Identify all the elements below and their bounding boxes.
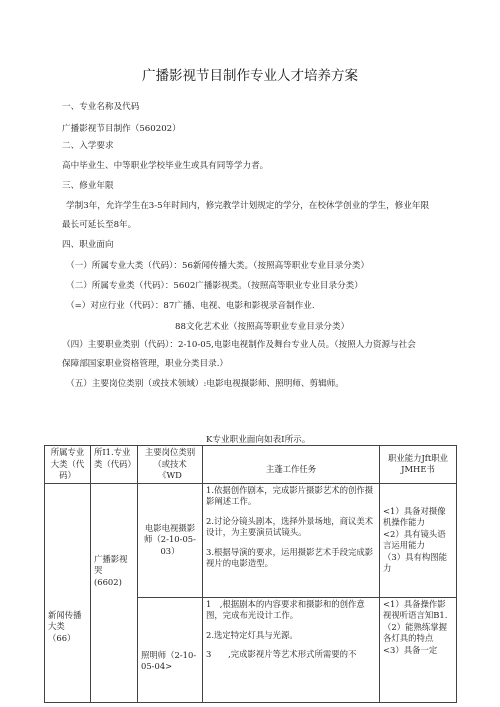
section-4-item-2: （二）所属专业类（代码）：5602广播影视类。（按照高等职业专业目录分类） [66, 281, 363, 291]
header-abilities: 职业能力Jft职业JMHE书 [380, 446, 457, 484]
task-item: 1 ,根据剧本的内容要求和摄影和的创作意图，完成布光设计工作。 [206, 598, 365, 620]
section-heading-4: 四、职业面向 [62, 240, 114, 250]
section-heading-1: 一、专业名称及代码 [62, 102, 140, 112]
major-category-cell: 新闻传播大类 （66） [45, 483, 91, 702]
header-major-category: 所属专业大类（代码） [45, 446, 91, 484]
table-row [45, 483, 457, 597]
tasks-cell [203, 483, 380, 597]
task-item: 1.依据创作剧本，完成影片摄影艺术的创作摄影阐述工作。 [206, 484, 374, 506]
section-text-2: 高中毕业生、中等职业学校毕业生或具有同等学力者。 [62, 161, 269, 171]
header-post-category: 主要岗位类别（或技术 《WD [138, 446, 203, 484]
page-title: 广播影视节目制作专业人才培养方案 [142, 68, 358, 84]
section-4-item-1: （一）所属专业大类（代码）：56新闻传播大类。（按照高等职业专业目录分类） [66, 261, 370, 271]
header-major-class: 所I1.专业类（代码） [91, 446, 138, 484]
task-item: 2.选定特定灯具与光源。 [206, 629, 298, 640]
header-main-tasks: 主蓬工作任务 [203, 446, 380, 484]
task-item: 3.根据导演的要求，运用摄影艺术手段完成影视片的电影造型。 [206, 546, 374, 568]
section-text-3-line1: 学制3年，允许学生在3-5年时间内，修完教学计划规定的学分，在校休学创业的学生，修业年限 [66, 201, 430, 211]
post-cell: 照明师（2-10-05-04> [138, 597, 203, 702]
section-heading-3: 三、修业年限 [62, 181, 114, 191]
section-4-item-3: （=）对应行业（代码）：87广播、电视、电影和影视录音制作业. [66, 301, 315, 311]
abilities-cell: <1）具备对摄像机操作能力 <2）具有镜头语言运用能力 （3）具有构图能力 [380, 483, 457, 597]
career-table [44, 445, 457, 703]
post-cell: 电影电视摄影师（2-10-05-03） [138, 483, 203, 597]
section-text-1: 广播影视节目制作（560202） [62, 124, 181, 134]
section-text-3-line2: 最长可延长至8年。 [62, 220, 137, 230]
abilities-cell: <1）具备操作影视视听语言知B1. （2）能熟练掌握各灯具的特点 <3）具备一定 [380, 597, 457, 702]
section-4-item-4-line2: 保障部国家职业资格管理，职业分类目录.） [62, 359, 229, 369]
table-caption: K专业职业面向如表I所示。 [206, 435, 311, 445]
section-4-item-5: （五）主要岗位类别（或技术领域）:电影电视摄影师、照明师、剪辑师。 [66, 379, 344, 389]
table-header-row [45, 446, 457, 484]
task-item: 2.讨论分镜头剧本，选择外景场地，商议美术设计，为主要演员试镜头。 [206, 515, 374, 537]
tasks-cell [203, 597, 380, 702]
section-4-item-4-line1: （四）主要职业类别（代码）：2-10-05,电影电视制作及舞台专业人员。（按照人力资源与社会 [62, 340, 416, 350]
major-class-cell: 广播影视哭 (6602) [91, 483, 138, 702]
section-heading-2: 二、入学要求 [62, 141, 114, 151]
section-4-item-3-cont: 88文化艺术业（按照高等职业专业目录分类） [175, 322, 350, 332]
task-item: 3 ,完成影视片等艺术形式所需要的不 [206, 649, 357, 659]
